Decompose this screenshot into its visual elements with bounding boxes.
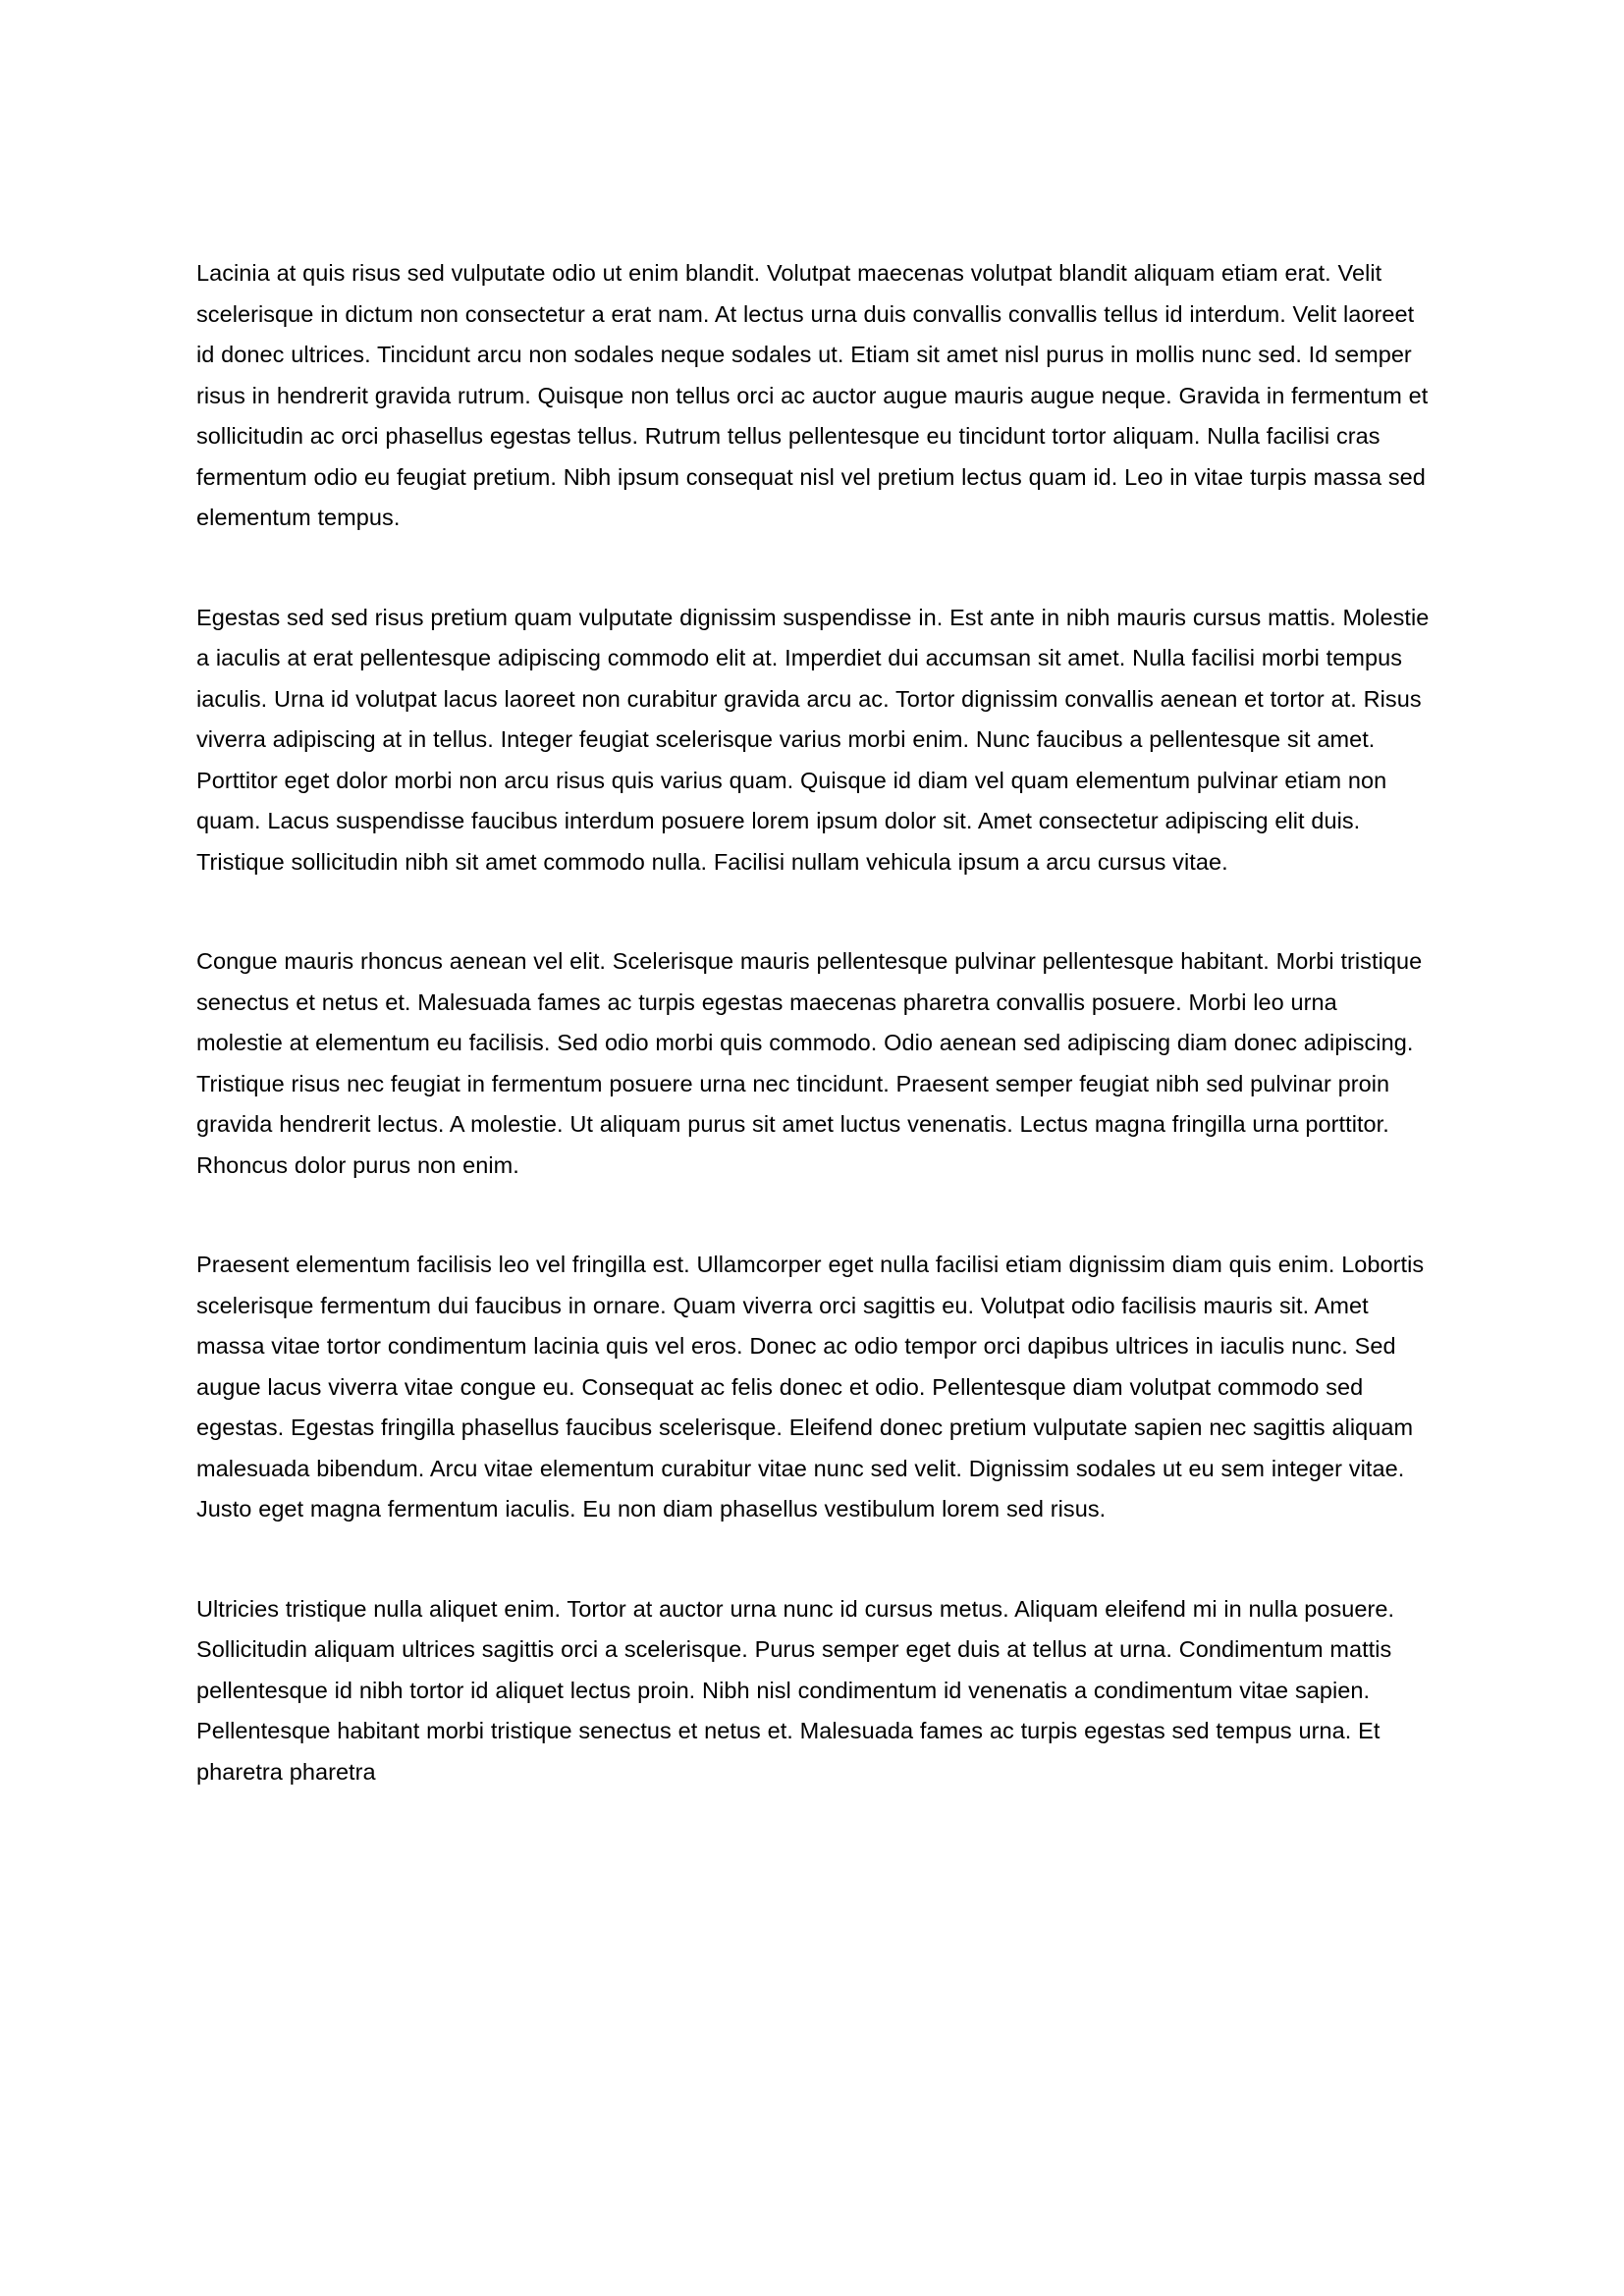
paragraph: Lacinia at quis risus sed vulputate odio ut enim blandit. Volutpat maecenas volutpat blandit aliquam etiam erat. Velit scelerisque in dictum non consectetur a erat nam. At lectus urna duis convallis convallis tellus id interdum. Velit laoreet id donec ultrices. Tincidunt arcu non sodales neque sodales ut. Etiam sit amet nisl purus in mollis nunc sed. Id semper risus in hendrerit gravida rutrum. Quisque non tellus orci ac auctor augue mauris augue neque. Gravida in fermentum et sollicitudin ac orci phasellus egestas tellus. Rutrum tellus pellentesque eu tincidunt tortor aliquam. Nulla facilisi cras fermentum odio eu feugiat pretium. Nibh ipsum consequat nisl vel pretium lectus quam id. Leo in vitae turpis massa sed elementum tempus. bbox=[196, 260, 1429, 530]
paragraph: Egestas sed sed risus pretium quam vulputate dignissim suspendisse in. Est ante in nibh mauris cursus mattis. Molestie a iaculis at erat pellentesque adipiscing commodo elit at. Imperdiet dui accumsan sit amet. Nulla facilisi morbi tempus iaculis. Urna id volutpat lacus laoreet non curabitur gravida arcu ac. Tortor dignissim convallis aenean et tortor at. Risus viverra adipiscing at in tellus. Integer feugiat scelerisque varius morbi enim. Nunc faucibus a pellentesque sit amet. Porttitor eget dolor morbi non arcu risus quis varius quam. Quisque id diam vel quam elementum pulvinar etiam non quam. Lacus suspendisse faucibus interdum posuere lorem ipsum dolor sit. Amet consectetur adipiscing elit duis. Tristique sollicitudin nibh sit amet commodo nulla. Facilisi nullam vehicula ipsum a arcu cursus vitae. bbox=[196, 604, 1430, 875]
paragraph: Praesent elementum facilisis leo vel fringilla est. Ullamcorper eget nulla facilisi etiam dignissim diam quis enim. Lobortis scelerisque fermentum dui faucibus in ornare. Quam viverra orci sagittis eu. Volutpat odio facilisis mauris sit. Amet massa vitae tortor condimentum lacinia quis vel eros. Donec ac odio tempor orci dapibus ultrices in iaculis nunc. Sed augue lacus viverra vitae congue eu. Consequat ac felis donec et odio. Pellentesque diam volutpat commodo sed egestas. Egestas fringilla phasellus faucibus scelerisque. Eleifend donec pretium vulputate sapien nec sagittis aliquam malesuada bibendum. Arcu vitae elementum curabitur vitae nunc sed velit. Dignissim sodales ut eu sem integer vitae. Justo eget magna fermentum iaculis. Eu non diam phasellus vestibulum lorem sed risus. bbox=[196, 1252, 1425, 1522]
paragraph: Ultricies tristique nulla aliquet enim. Tortor at auctor urna nunc id cursus metus. Aliquam eleifend mi in nulla posuere. Sollicitudin aliquam ultrices sagittis orci a scelerisque. Purus semper eget duis at tellus at urna. Condimentum mattis pellentesque id nibh tortor id aliquet lectus proin. Nibh nisl condimentum id venenatis a condimentum vitae sapien. Pellentesque habitant morbi tristique senectus et netus et. Malesuada fames ac turpis egestas sed tempus urna. Et pharetra pharetra bbox=[196, 1595, 1395, 1785]
document-body bbox=[196, 253, 1430, 1792]
paragraph: Congue mauris rhoncus aenean vel elit. Scelerisque mauris pellentesque pulvinar pellentesque habitant. Morbi tristique senectus et netus et. Malesuada fames ac turpis egestas maecenas pharetra convallis posuere. Morbi leo urna molestie at elementum eu facilisis. Sed odio morbi quis commodo. Odio aenean sed adipiscing diam donec adipiscing. Tristique risus nec feugiat in fermentum posuere urna nec tincidunt. Praesent semper feugiat nibh sed pulvinar proin gravida hendrerit lectus. A molestie. Ut aliquam purus sit amet luctus venenatis. Lectus magna fringilla urna porttitor. Rhoncus dolor purus non enim. bbox=[196, 948, 1423, 1178]
